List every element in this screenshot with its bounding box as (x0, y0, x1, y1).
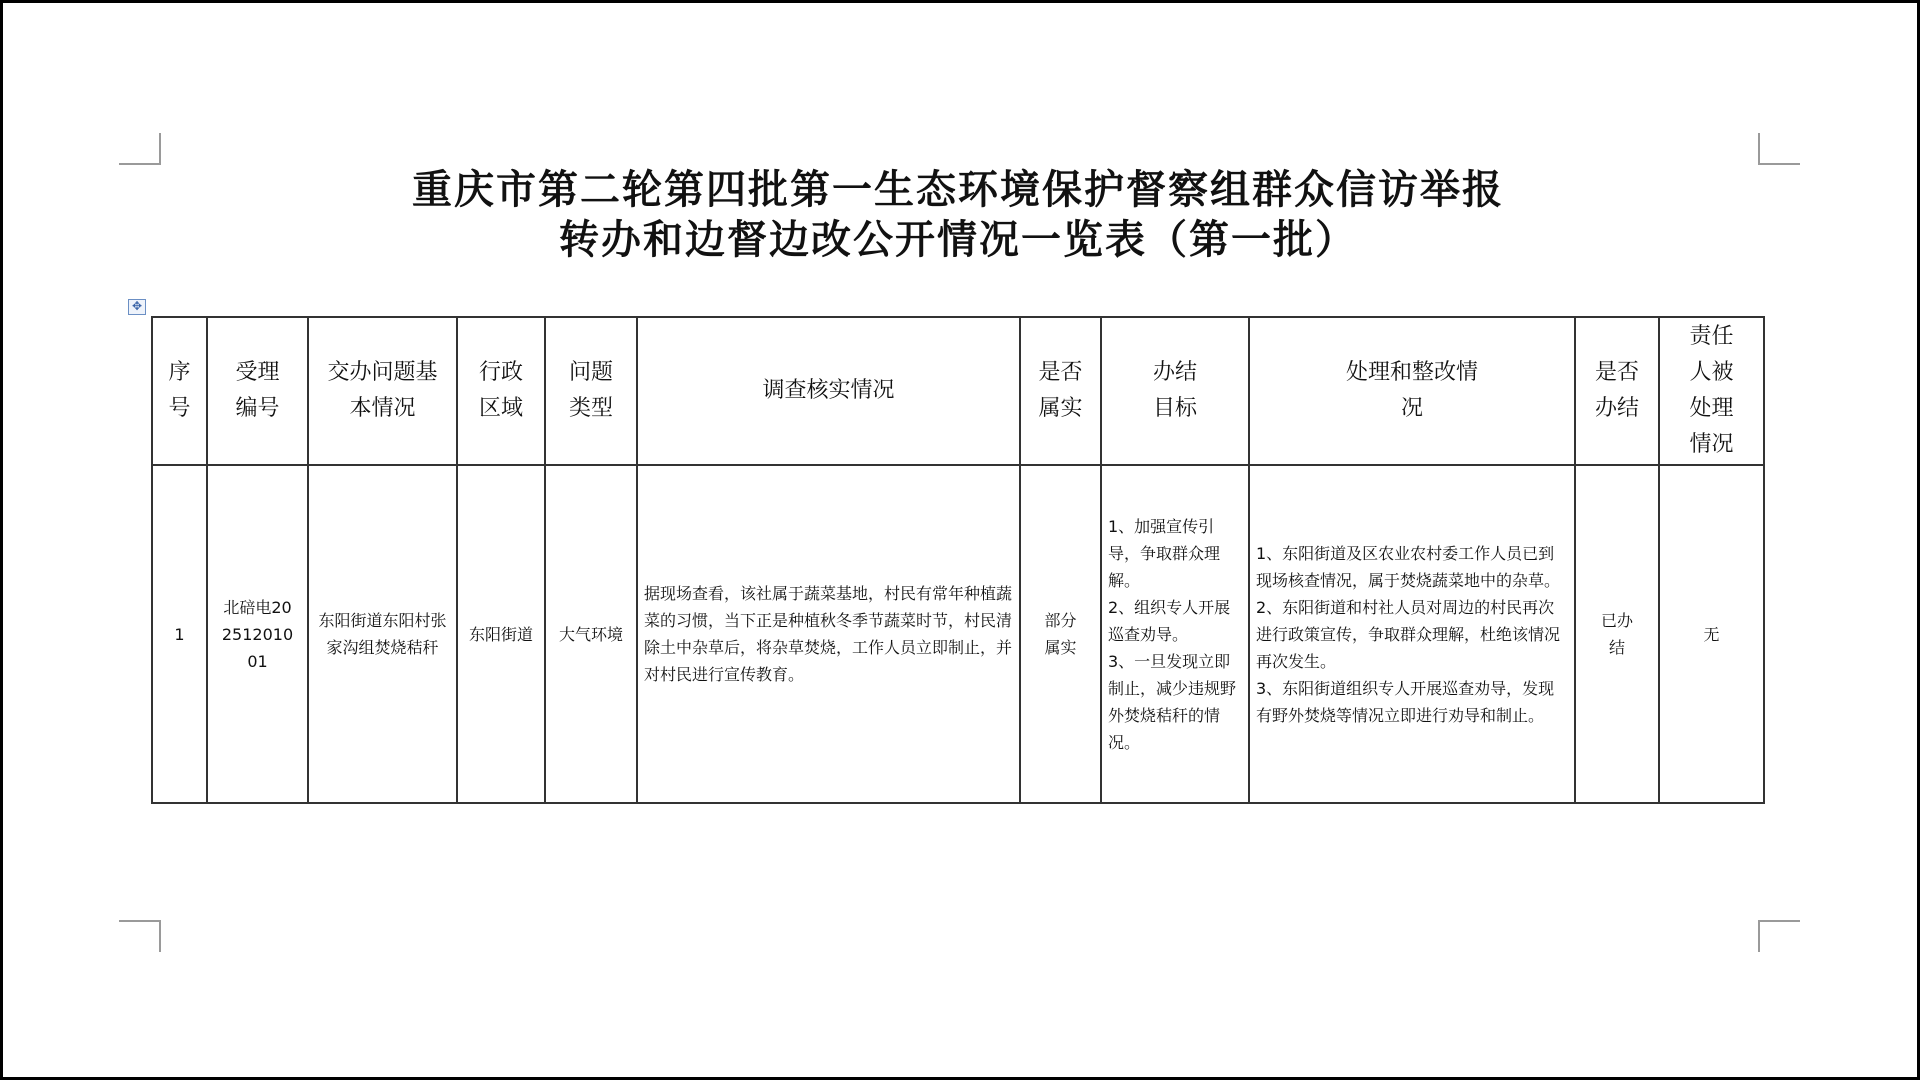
target-item-3: 3、一旦发现立即制止，减少违规野外焚烧秸秆的情况。 (1108, 651, 1237, 752)
target-item-2: 2、组织专人开展巡查劝导。 (1108, 597, 1231, 644)
cell-investigation: 据现场查看，该社属于蔬菜基地，村民有常年种植蔬菜的习惯，当下正是种植秋冬季节蔬菜时节，村民清除土中杂草后，将杂草焚烧，工作人员立即制止，并对村民进行宣传教育。 (637, 465, 1020, 803)
header-seq: 序号 (152, 317, 207, 465)
table-move-handle-icon[interactable]: ✥ (128, 299, 146, 315)
cell-seq: 1 (152, 465, 207, 803)
table-row (152, 465, 1764, 803)
cell-target (1101, 465, 1249, 803)
header-type: 问题类型 (545, 317, 637, 465)
cell-case-no: 北碚电20251201001 (207, 465, 308, 803)
handling-item-1: 1、东阳街道及区农业农村委工作人员已到现场核查情况，属于焚烧蔬菜地中的杂草。 (1256, 543, 1561, 590)
document-page (3, 3, 1917, 1077)
header-target: 办结目标 (1101, 317, 1249, 465)
cell-closed: 已办结 (1575, 465, 1659, 803)
page-corner-mark-bottom-right (1758, 920, 1800, 952)
header-case-no: 受理编号 (207, 317, 308, 465)
cell-issue: 东阳街道东阳村张家沟组焚烧秸秆 (308, 465, 457, 803)
handling-item-2: 2、东阳街道和村社人员对周边的村民再次进行政策宣传，争取群众理解，杜绝该情况再次发生。 (1256, 597, 1561, 671)
cell-region: 东阳街道 (457, 465, 545, 803)
target-item-1: 1、加强宣传引导，争取群众理解。 (1108, 516, 1221, 590)
report-table (151, 316, 1765, 804)
page-corner-mark-bottom-left (119, 920, 161, 952)
header-verified: 是否属实 (1020, 317, 1101, 465)
page-corner-mark-top-left (119, 133, 161, 165)
title-line-2: 转办和边督边改公开情况一览表（第一批） (559, 217, 1357, 263)
cell-verified: 部分属实 (1020, 465, 1101, 803)
title-line-1: 重庆市第二轮第四批第一生态环境保护督察组群众信访举报 (412, 167, 1504, 213)
header-closed: 是否办结 (1575, 317, 1659, 465)
handling-item-3: 3、东阳街道组织专人开展巡查劝导，发现有野外焚烧等情况立即进行劝导和制止。 (1256, 678, 1555, 725)
page-corner-mark-top-right (1758, 133, 1800, 165)
document-title (153, 165, 1763, 265)
cell-handling (1249, 465, 1575, 803)
header-accountability: 责任人被处理情况 (1659, 317, 1764, 465)
cell-accountability: 无 (1659, 465, 1764, 803)
header-investigation: 调查核实情况 (637, 317, 1020, 465)
cell-type: 大气环境 (545, 465, 637, 803)
header-handling: 处理和整改情况 (1249, 317, 1575, 465)
header-region: 行政区域 (457, 317, 545, 465)
header-issue: 交办问题基本情况 (308, 317, 457, 465)
table-header-row (152, 317, 1764, 465)
